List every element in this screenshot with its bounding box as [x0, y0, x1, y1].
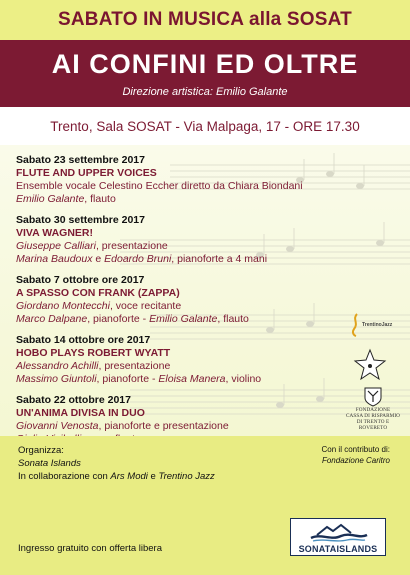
artistic-direction: Direzione artistica: Emilio Galante — [122, 86, 288, 98]
event-4 — [16, 334, 356, 386]
event-date: Sabato 14 ottobre ore 2017 — [16, 334, 151, 346]
trentino-jazz-logo — [349, 313, 393, 337]
event-date: Sabato 23 settembre 2017 — [16, 154, 145, 166]
free-entry-note: Ingresso gratuito con offerta libera — [18, 543, 162, 554]
foundation-name-line: CASSA DI RISPARMIO — [345, 413, 401, 419]
event-3 — [16, 274, 356, 326]
header-series-band — [0, 0, 410, 40]
event-performers: Giordano Montecchi, voce recitante — [16, 300, 182, 312]
foundation-name-line: DI TRENTO E ROVERETO — [356, 419, 390, 431]
contributor-block — [322, 444, 390, 466]
collaboration-line: In collaborazione con Ars Modi e Trentino Jazz — [18, 471, 215, 482]
title-band — [0, 40, 410, 107]
contributor-name: Fondazione Caritro — [321, 456, 390, 465]
event-performers: Marco Dalpane, pianoforte - Emilio Galante, flauto — [16, 313, 249, 325]
event-1 — [16, 154, 356, 206]
event-title: HOBO PLAYS ROBERT WYATT — [16, 347, 171, 359]
event-title: VIVA WAGNER! — [16, 227, 94, 239]
event-performers: Giuseppe Calliari, presentazione — [16, 240, 168, 252]
series-title: SABATO IN MUSICA alla SOSAT — [58, 9, 352, 30]
event-performers: Massimo Giuntoli, pianoforte - Eloisa Manera, violino — [16, 373, 262, 385]
event-title: A SPASSO CON FRANK (ZAPPA) — [16, 287, 180, 299]
venue-band — [0, 107, 410, 145]
event-performers: Ensemble vocale Celestino Eccher diretto da Chiara Biondani — [16, 180, 303, 192]
organizer-name: Sonata Islands — [18, 458, 81, 469]
caritro-crest-icon — [364, 387, 382, 407]
program-section — [0, 145, 410, 436]
trentino-jazz-label: TrentinoJazz — [362, 322, 393, 328]
footer-section — [0, 436, 410, 575]
sosat-star-logo-icon — [354, 349, 386, 381]
page-title: AI CONFINI ED OLTRE — [51, 49, 359, 79]
trentino-jazz-mark-icon — [349, 313, 361, 337]
sonata-islands-wordmark: SONATAISLANDS — [298, 544, 378, 554]
contributor-label: Con il contributo di: — [321, 445, 390, 454]
event-date: Sabato 22 ottobre 2017 — [16, 394, 131, 406]
event-performers: Marina Baudoux e Edoardo Bruni, pianoforte a 4 mani — [16, 253, 268, 265]
event-performers: Giovanni Venosta, pianoforte e presentazione — [16, 420, 229, 432]
event-performers: Alessandro Achilli, presentazione — [16, 360, 171, 372]
event-2 — [16, 214, 356, 266]
sonata-islands-wave-icon — [291, 521, 385, 543]
event-date: Sabato 30 settembre 2017 — [16, 214, 145, 226]
organizer-label: Organizza: — [18, 445, 64, 456]
venue-line: Trento, Sala SOSAT - Via Malpaga, 17 - ORE 17.30 — [50, 118, 360, 134]
event-title: FLUTE AND UPPER VOICES — [16, 167, 157, 179]
sonata-islands-logo — [290, 518, 386, 556]
event-date: Sabato 7 ottobre ore 2017 — [16, 274, 145, 286]
event-title: UN'ANIMA DIVISA IN DUO — [16, 407, 145, 419]
event-performers: Emilio Galante, flauto — [16, 193, 116, 205]
foundation-name-line: FONDAZIONE — [355, 407, 391, 413]
organizer-block — [18, 444, 215, 483]
